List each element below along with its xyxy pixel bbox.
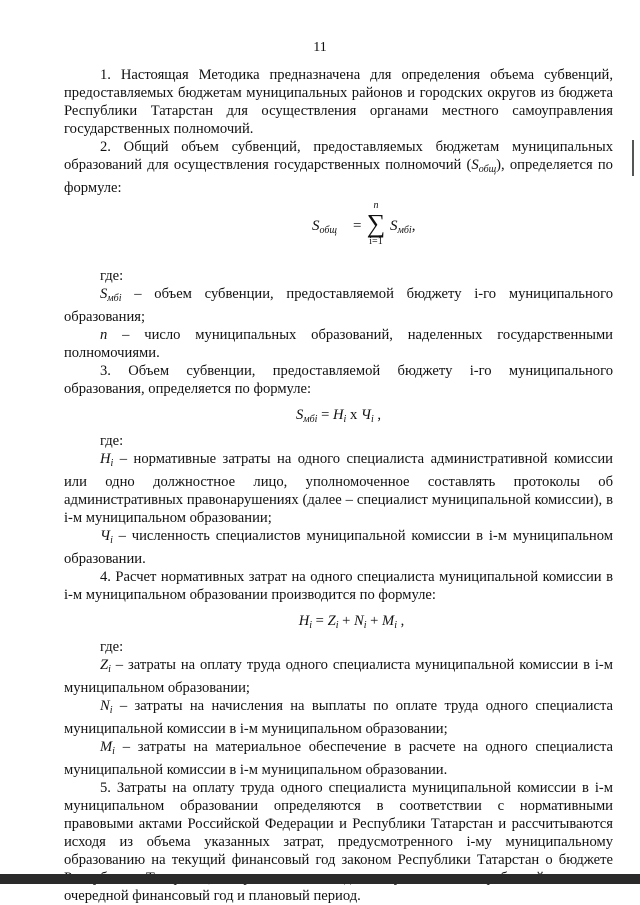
s-symbol: S [471, 157, 479, 173]
paragraph-1: 1. Настоящая Методика предназначена для определения объема субвенций, предоставляемых бюджетам муниципальных районов и городских округов из бюджета Республики Татарстан для осуществления органами местного самоуправления государственных полномочий. [64, 67, 613, 137]
sigma-icon: ∑ [366, 209, 386, 238]
paragraph-4: 4. Расчет нормативных затрат на одного специалиста муниципальной комиссии в i-м муниципальном образовании производится по формуле: [64, 569, 613, 603]
definition-z: $Z_i$ – затраты на оплату труда одного специалиста муниципальной комиссии в i-м муниципальном образовании; [64, 657, 613, 696]
formula-equals: = [353, 218, 362, 234]
formula-rhs: $S_{мбi}$, [390, 218, 416, 236]
definition-m: $M_i$ – затраты на материальное обеспечение в расчете на одного специалиста муниципальной комиссии в i-м муниципальном образовании. [64, 739, 613, 778]
formula-total-subvention [64, 201, 613, 263]
formula-subvention-mo: $S_{мбi} = H_i$ x $Ч_i$ , [295, 407, 382, 425]
document-body [64, 66, 613, 905]
page-number: 11 [313, 40, 327, 55]
definition-h: $H_i$ – нормативные затраты на одного специалиста административной комиссии или одно должностное лицо, уполномоченное составлять протоколы об административных правонарушениях (далее – специалист муниципальной комиссии), в i-м муниципальном образовании; [64, 451, 613, 526]
paragraph-3: 3. Объем субвенции, предоставляемой бюджету i-го муниципального образования, определяется по формуле: [64, 363, 613, 397]
paragraph-2-tail: ), определяется по формуле: [64, 157, 613, 196]
where-label-3: где: [100, 639, 124, 655]
where-label-1: где: [100, 268, 124, 284]
s-subscript: общ [478, 164, 497, 175]
where-label-2: где: [100, 433, 124, 449]
sum-lower-limit: i=1 [369, 236, 383, 247]
definition-n-charges: $N_i$ – затраты на начисления на выплаты по оплате труда одного специалиста муниципальной комиссии в i-м муниципальном образовании; [64, 698, 613, 737]
definition-ch: $Ч_i$ – численность специалистов муниципальной комиссии в i-м муниципальном образовании. [64, 528, 613, 567]
formula-lhs: $S_{общ}$ [312, 218, 337, 236]
paragraph-2 [64, 138, 613, 197]
paragraph-5: 5. Затраты на оплату труда одного специалиста муниципальной комиссии в i-м муниципальном образовании определяются в соответствии с нормативными правовыми актами Российской Федерации и Республики Татарстан и рассчитываются исходя из объема указанных затрат, предусмотренного i-му муниципальному образованию на текущий финансовый год законом Республики Татарстан о бюджете очередной финансовый год и плановый период. [64, 780, 613, 904]
definition-s-mbi: $S_{мбi}$ – объем субвенции, предоставляемой бюджету i-го муниципального образования; [64, 286, 613, 325]
definition-n: n – число муниципальных образований, наделенных государственными полномочиями. [64, 327, 613, 361]
paragraph-2-text: 2. Общий объем субвенций, предоставляемых бюджетам муниципальных образований для осуществления государственных полномочий ( [64, 139, 613, 173]
sum-operator [364, 201, 388, 247]
scan-bottom-bar [0, 874, 640, 884]
scan-artifact [632, 140, 634, 176]
formula-normative-costs: $H_i = Z_i + N_i + M_i$ , [298, 613, 405, 631]
sum-upper-limit: n [373, 200, 379, 211]
